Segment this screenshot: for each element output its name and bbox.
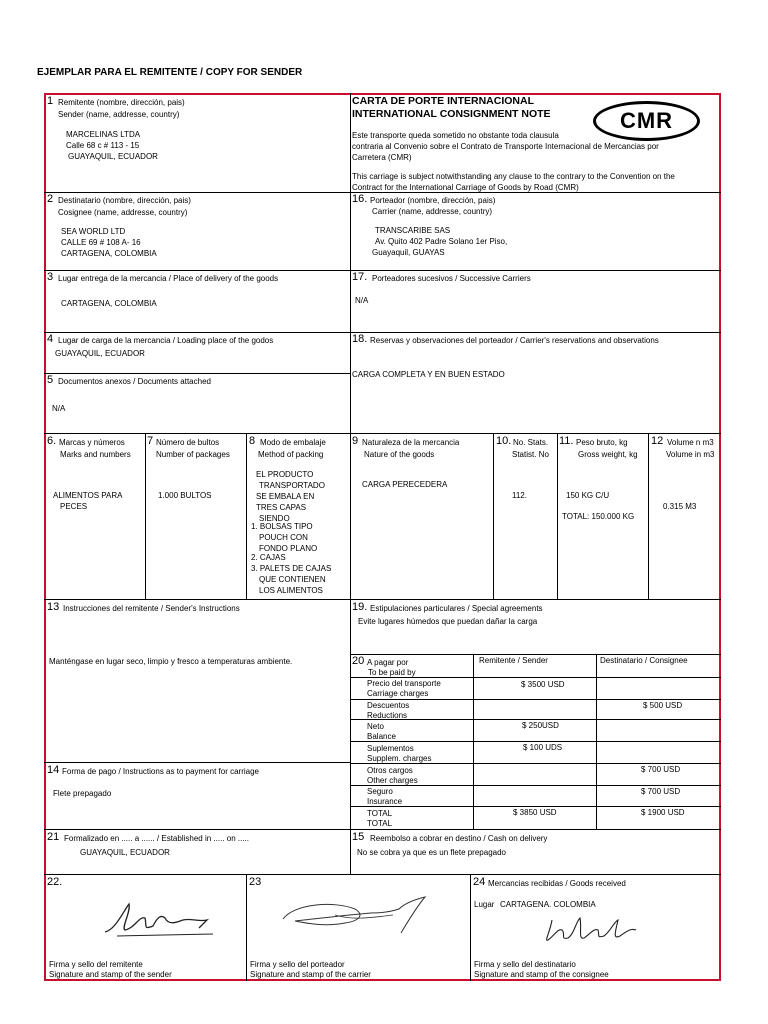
box-number: 10. <box>496 435 512 447</box>
charge-label: Balance <box>367 732 396 741</box>
carrier-address: Av. Quito 402 Padre Solano 1er Piso, <box>375 237 508 246</box>
delivery-place-value: CARTAGENA, COLOMBIA <box>61 299 157 308</box>
field-label: Lugar entrega de la mercancia / Place of delivery of the goods <box>58 274 279 283</box>
signature-label: Firma y sello del remitente <box>49 960 143 969</box>
consignee-city: CARTAGENA, COLOMBIA <box>61 249 157 258</box>
signature-label: Signature and stamp of the carrier <box>250 970 371 979</box>
field-label: Number of packages <box>156 450 230 459</box>
successive-carriers-value: N/A <box>355 296 369 305</box>
cmr-title-en: INTERNATIONAL CONSIGNMENT NOTE <box>352 108 551 120</box>
nature-value: CARGA PERECEDERA <box>362 480 448 489</box>
charge-label: Other charges <box>367 776 418 785</box>
packing-value: EL PRODUCTO <box>256 470 314 479</box>
field-label: Lugar de carga de la mercancia / Loading place of the godos <box>58 336 274 345</box>
box-number: 8 <box>249 435 256 447</box>
box-number: 16. <box>352 193 368 205</box>
charge-label: Insurance <box>367 797 403 806</box>
field-label: Marks and numbers <box>60 450 131 459</box>
packing-value: QUE CONTIENEN <box>259 575 326 584</box>
statist-value: 112. <box>512 491 527 500</box>
field-label: Porteadores sucesivos / Successive Carriers <box>372 274 531 283</box>
charge-label: TOTAL <box>367 809 393 818</box>
cash-on-delivery-value: No se cobra ya que es un flete prepagado <box>357 848 506 857</box>
total-sender: $ 3850 USD <box>513 808 557 817</box>
box-number: 1 <box>47 95 54 107</box>
field-label: Forma de pago / Instructions as to payment for carriage <box>62 767 259 776</box>
field-label: To be paid by <box>368 668 416 677</box>
packing-value: FONDO PLANO <box>259 544 318 553</box>
field-label: Documentos anexos / Documents attached <box>58 377 211 386</box>
payment-value: Flete prepagado <box>53 789 112 798</box>
field-label: Remitente (nombre, dirección, pais) <box>58 98 185 107</box>
field-label: Carrier (name, addresse, country) <box>372 207 493 216</box>
field-label: Mercancias recibidas / Goods received <box>488 879 626 888</box>
box-number: 23 <box>249 876 262 888</box>
cmr-title-es: CARTA DE PORTE INTERNACIONAL <box>352 95 534 107</box>
charge-label: Supplem. charges <box>367 754 432 763</box>
sender-signature <box>95 892 225 942</box>
packing-value: TRANSPORTADO <box>259 481 325 490</box>
volume-value: 0.315 M3 <box>663 502 697 511</box>
packing-value: 1. BOLSAS TIPO <box>251 522 313 531</box>
cmr-notice-en: This carriage is subject notwithstanding any clause to the contrary to the Convention on the <box>352 172 675 181</box>
box-number: 3 <box>47 271 54 283</box>
field-label: Instrucciones del remitente / Sender's Instructions <box>63 604 240 613</box>
field-label: Volume in m3 <box>666 450 715 459</box>
field-label: Naturaleza de la mercancia <box>362 438 460 447</box>
charge-consignee: $ 500 USD <box>643 701 683 710</box>
charge-label: Otros cargos <box>367 766 413 775</box>
signature-label: Firma y sello del destinatario <box>474 960 576 969</box>
field-label: Statist. No <box>512 450 549 459</box>
box-number: 17. <box>352 271 368 283</box>
packing-value: SE EMBALA EN <box>256 492 315 501</box>
field-label: Estipulaciones particulares / Special agreements <box>370 604 543 613</box>
box-number: 4 <box>47 333 54 345</box>
column-header-consignee: Destinatario / Consignee <box>600 656 688 665</box>
packing-value: POUCH CON <box>259 533 308 542</box>
packages-value: 1.000 BULTOS <box>158 491 212 500</box>
field-label: Marcas y números <box>59 438 125 447</box>
box-number: 2 <box>47 193 54 205</box>
charge-consignee: $ 700 USD <box>641 765 681 774</box>
box-number: 13 <box>47 601 60 613</box>
page-header: EJEMPLAR PARA EL REMITENTE / COPY FOR SENDER <box>37 67 303 78</box>
box-number: 7 <box>147 435 154 447</box>
field-label: Reembolso a cobrar en destino / Cash on delivery <box>370 834 548 843</box>
field-label: No. Stats. <box>513 438 549 447</box>
reservations-value: CARGA COMPLETA Y EN BUEN ESTADO <box>352 370 505 379</box>
place-label: Lugar <box>474 900 495 909</box>
marks-value: ALIMENTOS PARA <box>53 491 123 500</box>
established-value: GUAYAQUIL, ECUADOR <box>80 848 170 857</box>
charge-sender: $ 3500 USD <box>521 680 565 689</box>
charge-sender: $ 100 UDS <box>523 743 563 752</box>
field-label: Número de bultos <box>156 438 220 447</box>
column-header-sender: Remitente / Sender <box>479 656 548 665</box>
cmr-notice-en: Contract for the International Carriage of Goods by Road (CMR) <box>352 183 579 192</box>
field-label: Method of packing <box>258 450 324 459</box>
field-label: Modo de embalaje <box>260 438 326 447</box>
box-number: 21 <box>47 831 60 843</box>
box-number: 24 <box>473 876 486 888</box>
signature-label: Signature and stamp of the consignee <box>474 970 609 979</box>
charge-label: Neto <box>367 722 384 731</box>
cmr-notice-es: Este transporte queda sometido no obstante toda clausula <box>352 131 559 140</box>
field-label: A pagar por <box>367 658 409 667</box>
packing-value: TRES CAPAS <box>256 503 307 512</box>
consignee-name: SEA WORLD LTD <box>61 227 126 236</box>
charge-consignee: $ 700 USD <box>641 787 681 796</box>
charge-label: Descuentos <box>367 701 410 710</box>
weight-total: TOTAL: 150.000 KG <box>562 512 635 521</box>
packing-value: 2. CAJAS <box>251 553 286 562</box>
documents-value: N/A <box>52 404 66 413</box>
charge-label: Reductions <box>367 711 408 720</box>
carrier-city: Guayaquil, GUAYAS <box>372 248 445 257</box>
cmr-notice-es: Carretera (CMR) <box>352 153 412 162</box>
field-label: Gross weight, kg <box>578 450 638 459</box>
field-label: Nature of the goods <box>364 450 435 459</box>
loading-place-value: GUAYAQUIL, ECUADOR <box>55 349 145 358</box>
weight-value: 150 KG C/U <box>566 491 610 500</box>
field-label: Volume n m3 <box>667 438 714 447</box>
special-agreements-value: Evite lugares húmedos que puedan dañar la carga <box>358 617 538 626</box>
cmr-notice-es: contraria al Convenio sobre el Contrato de Transporte Internacional de Mercancias por <box>352 142 659 151</box>
charge-label: Carriage charges <box>367 689 429 698</box>
charge-label: TOTAL <box>367 819 393 828</box>
total-consignee: $ 1900 USD <box>641 808 685 817</box>
charge-label: Suplementos <box>367 744 414 753</box>
box-number: 12 <box>651 435 664 447</box>
box-number: 22. <box>47 876 63 888</box>
sender-name: MARCELINAS LTDA <box>66 130 141 139</box>
signature-label: Firma y sello del porteador <box>250 960 345 969</box>
box-number: 5 <box>47 374 54 386</box>
consignee-signature <box>540 912 640 948</box>
packing-value: 3. PALETS DE CAJAS <box>251 564 332 573</box>
carrier-signature <box>275 893 435 941</box>
sender-address: Calle 68 c # 113 - 15 <box>66 141 140 150</box>
field-label: Destinatario (nombre, dirección, pais) <box>58 196 191 205</box>
field-label: Reservas y observaciones del porteador / Carrier's reservations and observations <box>370 336 659 345</box>
field-label: Porteador (nombre, dirección, pais) <box>370 196 496 205</box>
consignee-address: CALLE 69 # 108 A- 16 <box>61 238 141 247</box>
place-value: CARTAGENA. COLOMBIA <box>500 900 596 909</box>
packing-value: LOS ALIMENTOS <box>259 586 323 595</box>
sender-city: GUAYAQUIL, ECUADOR <box>68 152 158 161</box>
box-number: 20 <box>352 655 365 667</box>
box-number: 6. <box>47 435 57 447</box>
cmr-logo <box>593 101 700 141</box>
box-number: 11. <box>559 435 574 447</box>
marks-value: PECES <box>60 502 88 511</box>
box-number: 18. <box>352 333 368 345</box>
box-number: 9 <box>352 435 359 447</box>
cmr-logo-text: CMR <box>619 108 674 133</box>
field-label: Formalizado en ..... a ...... / Established in ..... on ..... <box>64 834 249 843</box>
charge-sender: $ 250USD <box>522 721 559 730</box>
box-number: 19. <box>352 601 368 613</box>
signature-label: Signature and stamp of the sender <box>49 970 172 979</box>
packing-value: SIENDO <box>259 514 290 523</box>
field-label: Sender (name, addresse, country) <box>58 110 180 119</box>
box-number: 14 <box>47 764 60 776</box>
field-label: Peso bruto, kg <box>576 438 628 447</box>
box-number: 15 <box>352 831 365 843</box>
charge-label: Seguro <box>367 787 393 796</box>
charge-label: Precio del transporte <box>367 679 441 688</box>
sender-instructions-value: Manténgase en lugar seco, limpio y fresco a temperaturas ambiente. <box>49 657 293 666</box>
carrier-name: TRANSCARIBE SAS <box>375 226 451 235</box>
field-label: Cosignee (name, addresse, country) <box>58 208 188 217</box>
